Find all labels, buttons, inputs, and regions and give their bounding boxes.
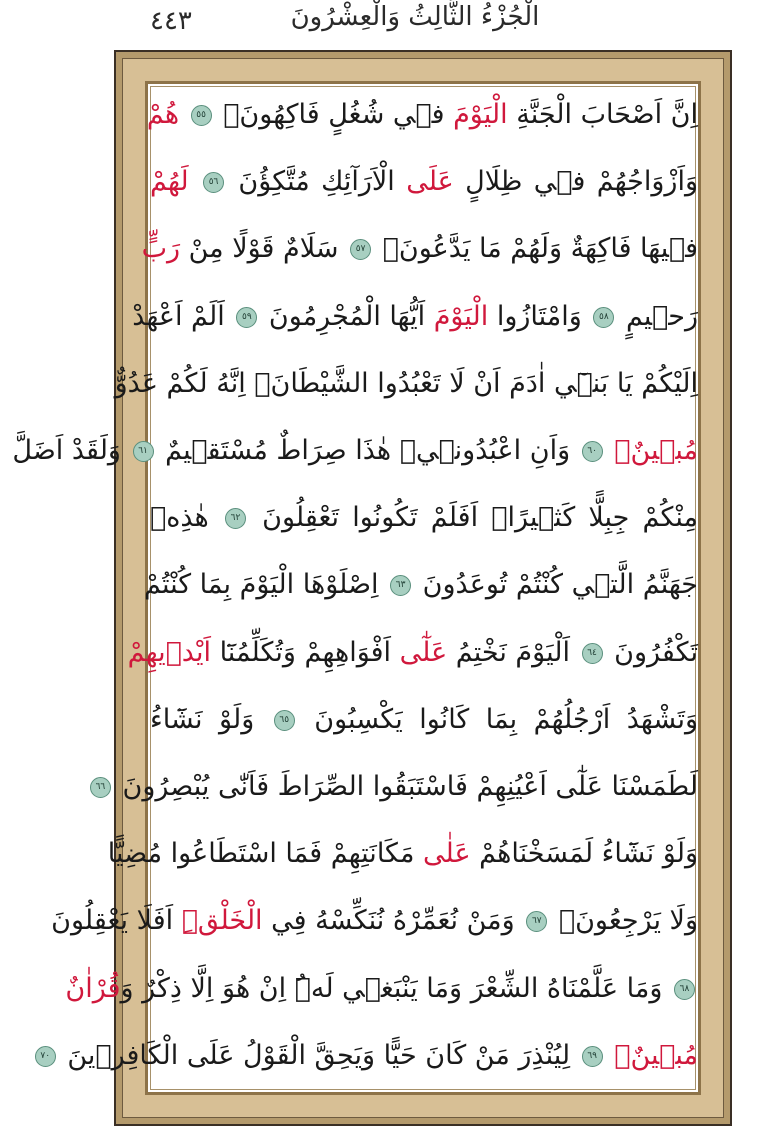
ayah-number-marker: ٦٧ [526,911,547,932]
ayah-number-marker: ٦٥ [274,710,295,731]
juz-title: الْجُزْءُ الثَّالِثُ وَالْعِشْرُونَ [290,2,540,32]
verse-text: اَيُّهَا الْمُجْرِمُونَ [260,300,434,332]
highlighted-word: اَيْدٖيهِمْ [127,636,211,668]
highlighted-word: عَلَى [406,166,454,198]
verse-text: هٰذِهٖ [150,502,222,534]
ayah-number-marker: ٥٦ [203,172,224,193]
text-line [143,554,698,616]
text-line [141,218,698,280]
text-line [12,420,698,482]
highlighted-word: مُبٖينٌۙ [614,1039,698,1071]
verse-text: وَاَزْوَاجُهُمْ فٖي ظِلَالٍ [453,166,698,198]
verse-text: رَحٖيمٍ [617,300,698,332]
verse-text: وَتَشْهَدُ اَرْجُلُهُمْ بِمَا كَانُوا يَكْسِبُونَ [297,703,698,735]
verse-text: اِلَيْكُمْ يَا بَنٖٓي اٰدَمَ اَنْ لَا تَعْبُدُوا الشَّيْطَانَۚ اِنَّهُ لَكُمْ عَدُوٌّ [114,367,698,399]
ayah-number-marker: ٦٨ [674,979,695,1000]
verse-text: مِنْكُمْ جِبِلًّا كَثٖيرًاۜ اَفَلَمْ تَكُونُوا تَعْقِلُونَ [248,502,699,534]
ayah-number-marker: ٦٣ [390,575,411,596]
verse-text: وَمَا عَلَّمْنَاهُ الشِّعْرَ وَمَا يَنْبَغٖي لَهُۜ اِنْ هُوَ اِلَّا ذِكْرٌ وَ [120,972,671,1004]
text-line [114,353,698,415]
ayah-number-marker: ٦٠ [582,441,603,462]
verse-text: اِنَّ اَصْحَابَ الْجَنَّةِ [507,99,698,130]
text-line [107,823,698,885]
verse-text: وَامْتَازُوا [488,300,591,332]
ayah-number-marker: ٥٩ [236,307,257,328]
highlighted-word: رَبٍّ [141,233,181,265]
page-number: ٤٤٣ [150,6,192,36]
text-line [150,487,698,549]
verse-text: اَفَلَا يَعْقِلُونَ [51,905,182,937]
verse-text [606,1040,615,1071]
highlighted-word: الْيَوْمَ [453,99,508,130]
verse-text: وَلَقَدْ اَضَلَّ [12,435,130,466]
verse-text: اَلَمْ اَعْهَدْ [132,300,234,332]
ayah-number-marker: ٥٧ [350,239,371,260]
verse-text: وَلَا يَرْجِعُونَࣖ [550,905,698,937]
ayah-number-marker: ٦٤ [582,643,603,664]
verse-text: وَمَنْ نُعَمِّرْهُ نُنَكِّسْهُ فِي [262,905,524,937]
ayah-number-marker: ٦٢ [225,508,246,529]
text-line [65,958,698,1020]
ayah-number-marker: ٦٦ [90,777,111,798]
verse-text: جَهَنَّمُ الَّتٖي كُنْتُمْ تُوعَدُونَ [414,569,698,601]
highlighted-word: هُمْ [146,99,188,130]
text-line [150,151,698,213]
verse-text [606,435,615,466]
verse-text: وَلَوْ نَشَٓاءُ لَمَسَخْنَاهُمْ [470,838,698,870]
page-header [0,0,760,46]
quran-text-area [12,84,699,1096]
verse-text: اَفْوَاهِهِمْ وَتُكَلِّمُنَٓا [210,636,400,668]
ayah-number-marker: ٦٩ [582,1046,603,1067]
text-line [146,84,698,146]
text-line [95,756,698,818]
text-line [51,890,698,952]
verse-text: اَلْيَوْمَ نَخْتِمُ [447,636,579,668]
ayah-number-marker: ٥٨ [593,307,614,328]
verse-text: وَلَوْ نَشَٓاءُ [150,703,271,735]
verse-text: فٖيهَا فَاكِهَةٌ وَلَهُمْ مَا يَدَّعُونَۚ [374,233,698,265]
highlighted-word: قُرْاٰنٌ [65,972,121,1004]
highlighted-word: الْخَلْقِۜ [181,905,263,937]
text-line [150,689,698,751]
verse-text: تَكْفُرُونَ [605,636,698,668]
verse-text: اِصْلَوْهَا الْيَوْمَ بِمَا كُنْتُمْ [143,569,388,601]
verse-text: سَلَامٌ قَوْلًا مِنْ [180,233,348,265]
verse-text: وَاَنِ اعْبُدُونٖيۜ هٰذَا صِرَاطٌ مُسْتَقٖيمٌ [156,435,579,466]
highlighted-word: مُبٖينٌۙ [614,435,698,466]
text-line [127,622,698,684]
ayah-number-marker: ٥٥ [191,105,212,126]
highlighted-word: عَلٰى [423,838,471,870]
highlighted-word: الْيَوْمَ [433,300,489,332]
ayah-number-marker: ٧٠ [35,1046,56,1067]
verse-text: فٖي شُغُلٍ فَاكِهُونَۚ [214,99,454,130]
verse-text: لِيُنْذِرَ مَنْ كَانَ حَيًّا وَيَحِقَّ الْقَوْلُ عَلَى الْكَافِرٖينَ [58,1039,579,1071]
verse-text: مَكَانَتِهِمْ فَمَا اسْتَطَاعُوا مُضِيًّا [107,838,424,870]
highlighted-word: لَهُمْ [150,166,201,198]
text-line [132,286,698,348]
verse-text: الْاَرَآئِكِ مُتَّكِؤُنَ [227,166,407,198]
highlighted-word: عَلٰٓى [399,636,448,668]
ayah-number-marker: ٦١ [133,441,154,462]
verse-text: لَطَمَسْنَا عَلٰٓى اَعْيُنِهِمْ فَاسْتَبَقُوا الصِّرَاطَ فَاَنّٰى يُبْصِرُونَ [113,771,698,802]
text-line [40,1025,698,1087]
